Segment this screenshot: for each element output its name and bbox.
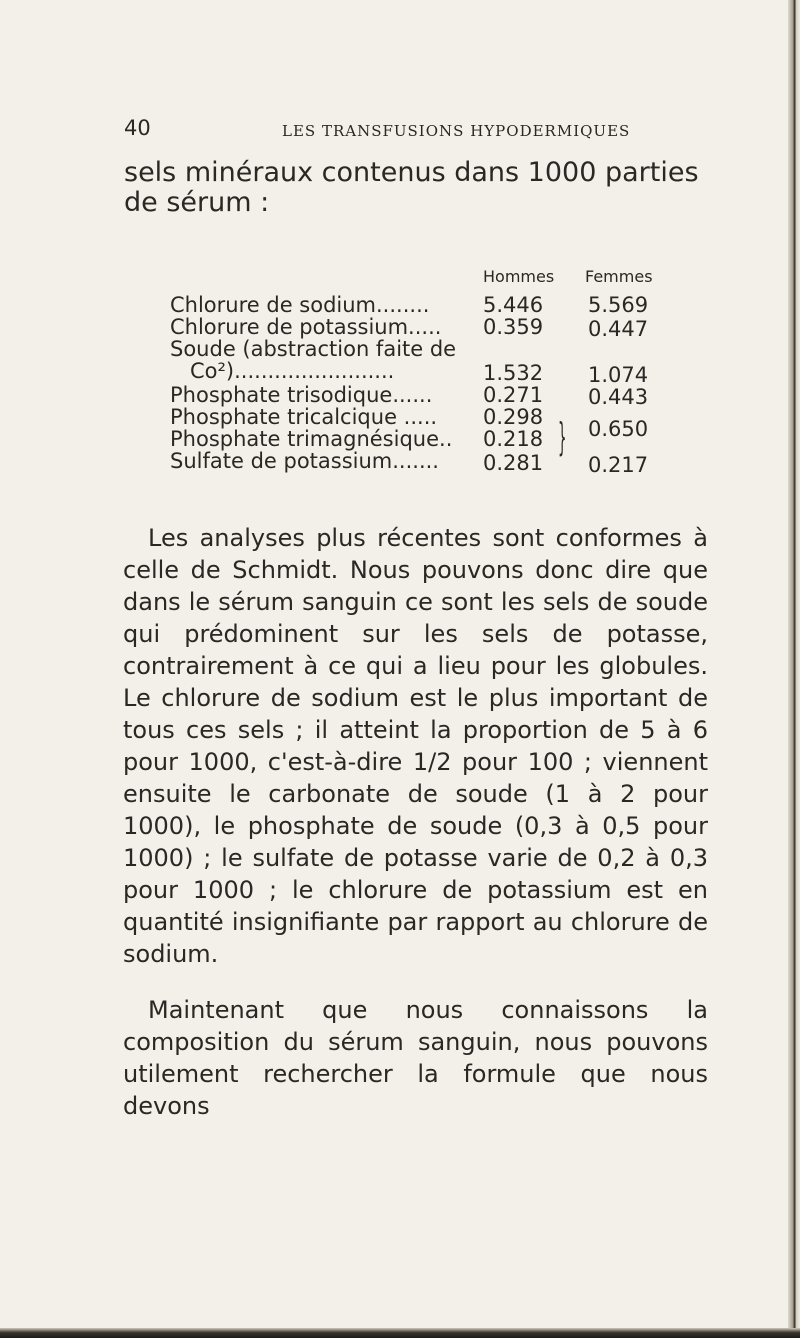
cell-men: 0.298 (483, 405, 544, 429)
row-label: Phosphate trisodique...... (170, 383, 433, 407)
cell-men: 0.271 (483, 383, 544, 407)
cell-women-combined: 0.650 (588, 417, 649, 441)
paragraph: Les analyses plus récentes sont conformes à celle de Schmidt. Nous pouvons donc dire que dans le sérum sanguin ce sont les sels de soude qui prédominent sur les sels de potasse, contrairement à ce qui a lieu pour les globules. Le chlorure de sodium est le plus important de tous ces sels ; il atteint la proportion de 5 à 6 pour 1000, c'est-à-dire 1/2 pour 100 ; viennent ensuite le carbonate de soude (1 à 2 pour 1000), le phosphate de soude (0,3 à 0,5 pour 1000) ; le sulfate de potasse varie de 0,2 à 0,3 pour 1000 ; le chlorure de potassium est en quantité insignifiante par rapport au chlorure de sodium. (123, 524, 708, 968)
paragraph: Maintenant que nous connaissons la composition du sérum sanguin, nous pouvons utilement rechercher la formule que nous devons (123, 996, 708, 1120)
row-label: Chlorure de potassium..... (170, 315, 442, 339)
row-label: Co²)........................ (190, 359, 395, 383)
cell-men: 0.281 (483, 451, 544, 475)
cell-women: 5.569 (588, 293, 649, 317)
page-edge-bottom (0, 1328, 800, 1338)
brace-icon: } (558, 415, 567, 459)
page-edge-right (788, 0, 800, 1338)
cell-women: 0.447 (588, 317, 649, 341)
row-label: Phosphate trimagnésique.. (170, 427, 453, 451)
row-label: Sulfate de potassium....... (170, 449, 439, 473)
cell-men: 0.218 (483, 427, 544, 451)
cell-men: 5.446 (483, 293, 544, 317)
intro-text: sels minéraux contenus dans 1000 parties de sérum : (124, 157, 699, 218)
body-text (123, 522, 708, 1122)
cell-women: 0.443 (588, 385, 649, 409)
row-label: Phosphate tricalcique ..... (170, 405, 438, 429)
running-title: LES TRANSFUSIONS HYPODERMIQUES (282, 122, 631, 140)
cell-women: 1.074 (588, 363, 649, 387)
page-header (124, 96, 684, 140)
column-header-men: Hommes (483, 267, 555, 286)
cell-women: 0.217 (588, 453, 649, 477)
cell-men: 0.359 (483, 315, 544, 339)
cell-men: 1.532 (483, 361, 544, 385)
row-label: Soude (abstraction faite de (170, 337, 457, 361)
row-label: Chlorure de sodium........ (170, 293, 430, 317)
column-header-women: Femmes (585, 267, 653, 286)
page-number: 40 (124, 116, 151, 140)
